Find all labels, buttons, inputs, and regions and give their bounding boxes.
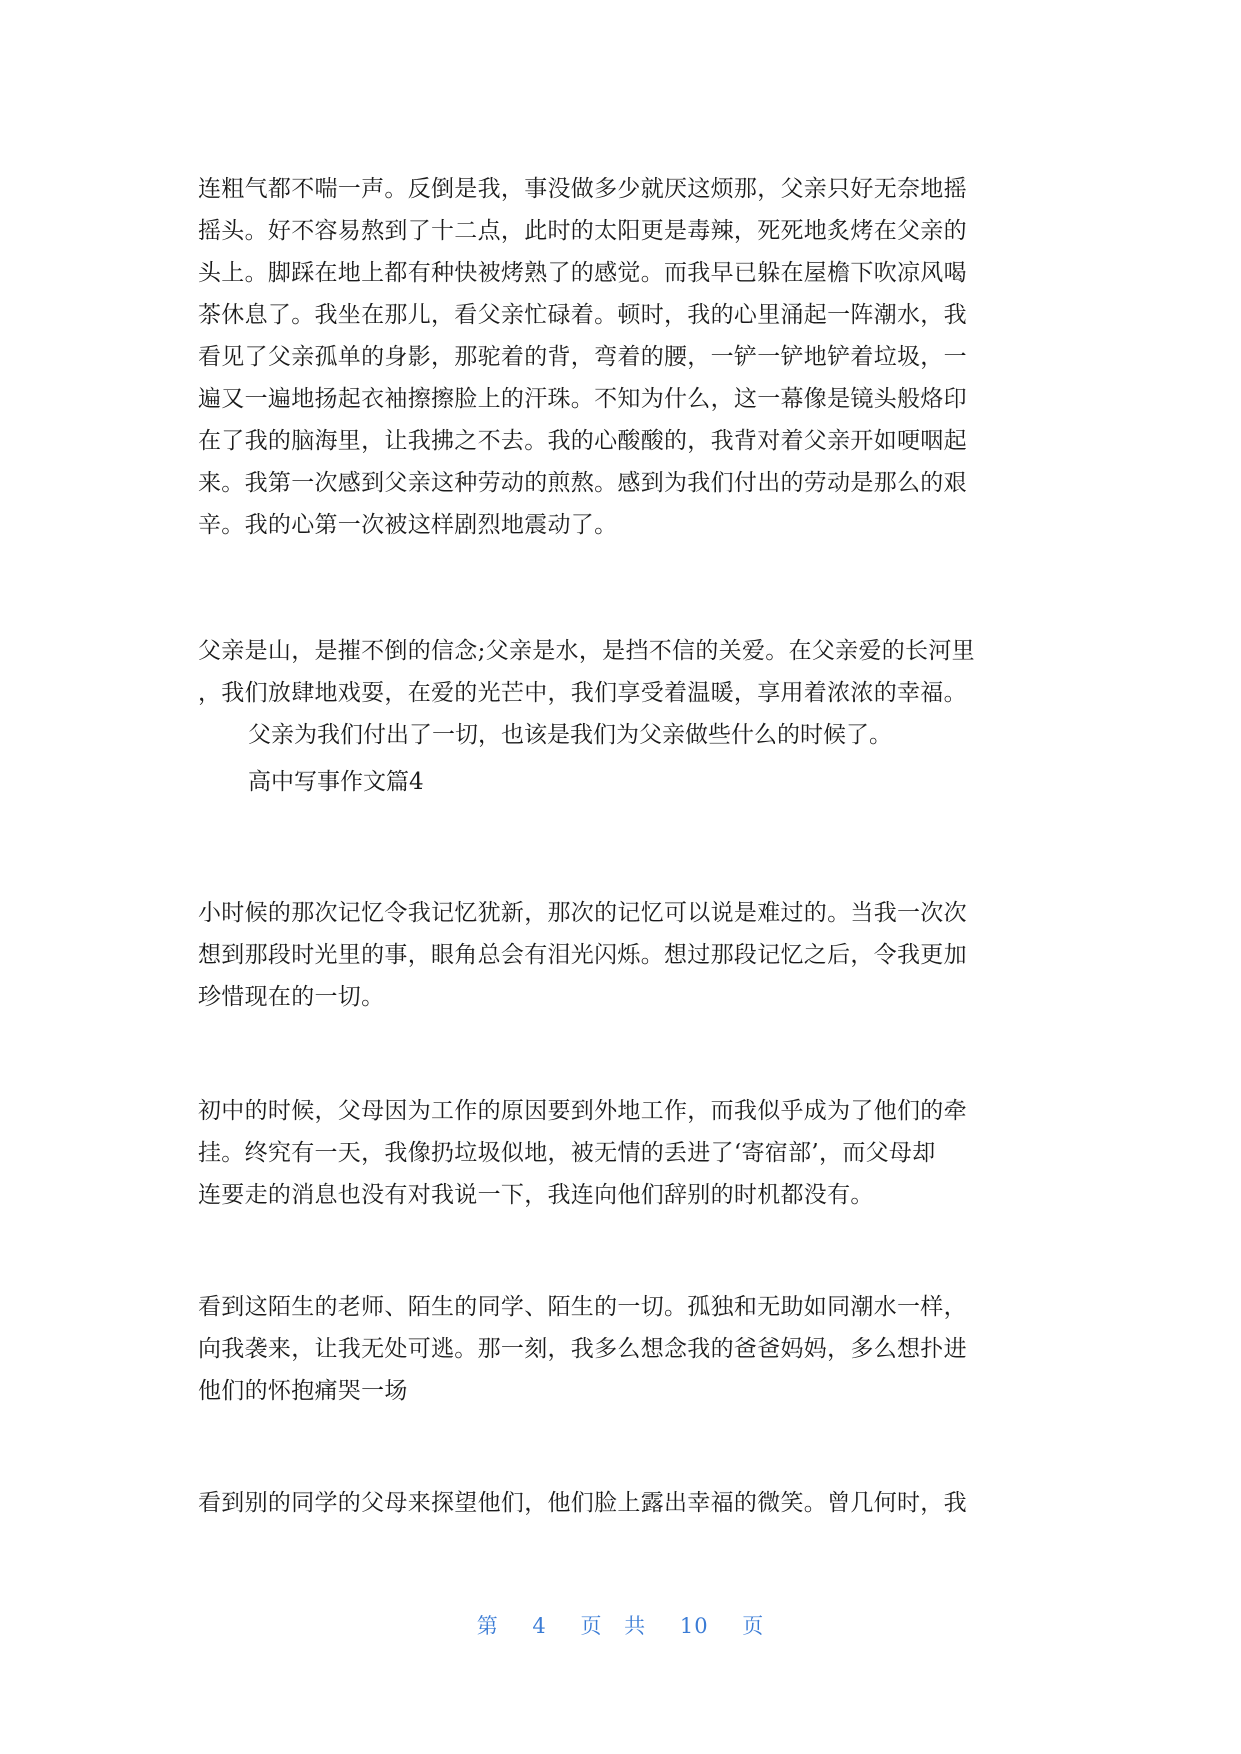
footer-total-pages: 10 (679, 1614, 709, 1638)
body-paragraph: 父亲是山，是摧不倒的信念;父亲是水，是挡不信的关爱。在父亲爱的长河里 ，我们放肆地戏耍，在爱的光芒中，我们享受着温暖，享用着浓浓的幸福。 (198, 638, 975, 706)
section-heading: 高中写事作文篇4 (248, 769, 424, 795)
footer-middle: 页 共 (580, 1614, 647, 1638)
body-paragraph: 初中的时候，父母因为工作的原因要到外地工作，而我似乎成为了他们的牵 挂。终究有一天，我像扔垃圾似地，被无情的丢进了‘寄宿部’，而父母却 连要走的消息也没有对我说一下，我连向他们辞别的时机都没有。 (198, 1098, 967, 1208)
footer-current-page: 4 (532, 1614, 547, 1638)
page-footer (0, 1610, 1241, 1640)
body-paragraph: 看到这陌生的老师、陌生的同学、陌生的一切。孤独和无助如同潮水一样， 向我袭来，让我无处可逃。那一刻，我多么想念我的爸爸妈妈，多么想扑进 他们的怀抱痛哭一场 (198, 1294, 967, 1404)
body-paragraph: 小时候的那次记忆令我记忆犹新，那次的记忆可以说是难过的。当我一次次 想到那段时光里的事，眼角总会有泪光闪烁。想过那段记忆之后，令我更加 珍惜现在的一切。 (198, 900, 967, 1010)
footer-prefix: 第 (476, 1614, 499, 1638)
body-paragraph: 看到别的同学的父母来探望他们，他们脸上露出幸福的微笑。曾几何时，我 (198, 1490, 967, 1516)
footer-suffix: 页 (742, 1614, 765, 1638)
body-paragraph: 连粗气都不喘一声。反倒是我，事没做多少就厌这烦那，父亲只好无奈地摇 摇头。好不容易熬到了十二点，此时的太阳更是毒辣，死死地炙烤在父亲的 头上。脚踩在地上都有种快被烤熟了的感觉。而我早已躲在屋檐下吹凉风喝 茶休息了。我坐在那儿，看父亲忙碌着。顿时，我的心里涌起一阵潮水，我 看见了父亲孤单的身影，那驼着的背，弯着的腰，一铲一铲地铲着垃圾，一 遍又一遍地扬起衣袖擦擦脸上的汗珠。不知为什么，这一幕像是镜头般烙印 在了我的脑海里，让我拂之不去。我的心酸酸的，我背对着父亲开如哽咽起 来。我第一次感到父亲这种劳动的煎熬。感到为我们付出的劳动是那么的艰 辛。我的心第一次被这样剧烈地震动了。 (198, 176, 967, 538)
body-line: 父亲为我们付出了一切，也该是我们为父亲做些什么的时候了。 (248, 722, 892, 748)
